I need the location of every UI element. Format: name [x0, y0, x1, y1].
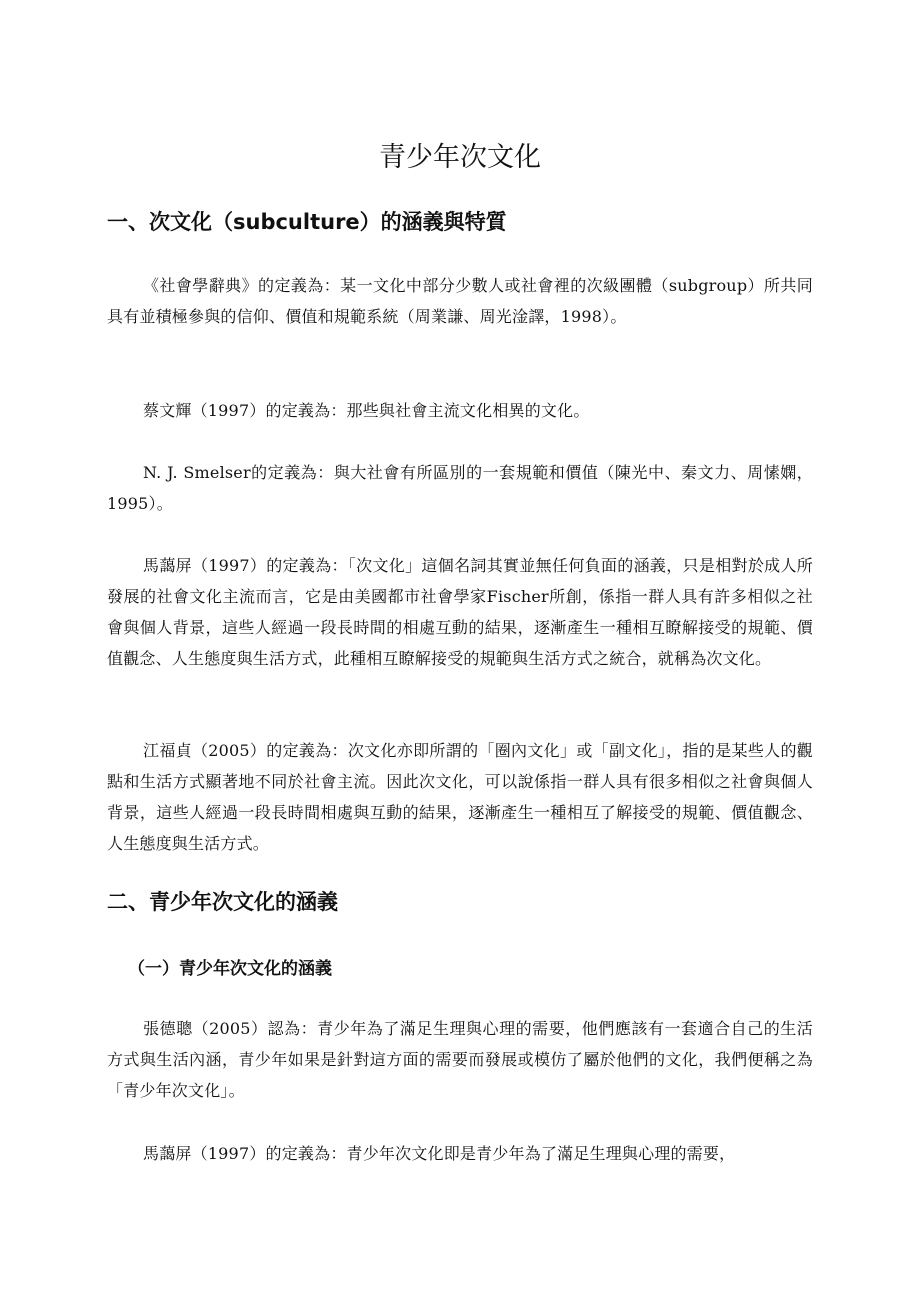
- paragraph: 江福貞（2005）的定義為：次文化亦即所謂的「圈內文化」或「副文化」，指的是某些人的觀點和生活方式顯著地不同於社會主流。因此次文化，可以說係指一群人具有很多相似之社會與個人背景，這些人經過一段長時間相處與互動的結果，逐漸產生一種相互了解接受的規範、價值觀念、人生態度與生活方式。: [107, 741, 813, 853]
- paragraph: 馬藹屏（1997）的定義為：青少年次文化即是青少年為了滿足生理與心理的需要，: [143, 1144, 736, 1163]
- paragraph: 馬藹屏（1997）的定義為：「次文化」這個名詞其實並無任何負面的涵義，只是相對於成人所發展的社會文化主流而言，它是由美國都市社會學家Fischer所創，係指一群人具有許多相似之社會與個人背景，這些人經過一段長時間的相處互動的結果，逐漸產生一種相互瞭解接受的規範、價值觀念、人生態度與生活方式，此種相互瞭解接受的規範與生活方式之統合，就稱為次文化。: [107, 556, 813, 668]
- section-heading-2: 二、青少年次文化的涵義: [107, 890, 338, 914]
- section-heading-1: 一、次文化（subculture）的涵義與特質: [107, 210, 507, 234]
- paragraph: 張德聰（2005）認為：青少年為了滿足生理與心理的需要，他們應該有一套適合自己的生活方式與生活內涵，青少年如果是針對這方面的需要而發展或模仿了屬於他們的文化，我們便稱之為「青少年次文化」。: [107, 1019, 813, 1100]
- paragraph: N. J. Smelser的定義為：與大社會有所區別的一套規範和價值（陳光中、秦文力、周愫嫻，1995）。: [107, 463, 813, 513]
- paragraph: 《社會學辭典》的定義為：某一文化中部分少數人或社會裡的次級團體（subgroup）所共同具有並積極參與的信仰、價值和規範系統（周業謙、周光淦譯，1998）。: [107, 276, 813, 326]
- paragraph: 蔡文輝（1997）的定義為：那些與社會主流文化相異的文化。: [143, 401, 590, 420]
- document-title: 青少年次文化: [379, 142, 541, 173]
- subsection-heading: （一）青少年次文化的涵義: [128, 959, 332, 979]
